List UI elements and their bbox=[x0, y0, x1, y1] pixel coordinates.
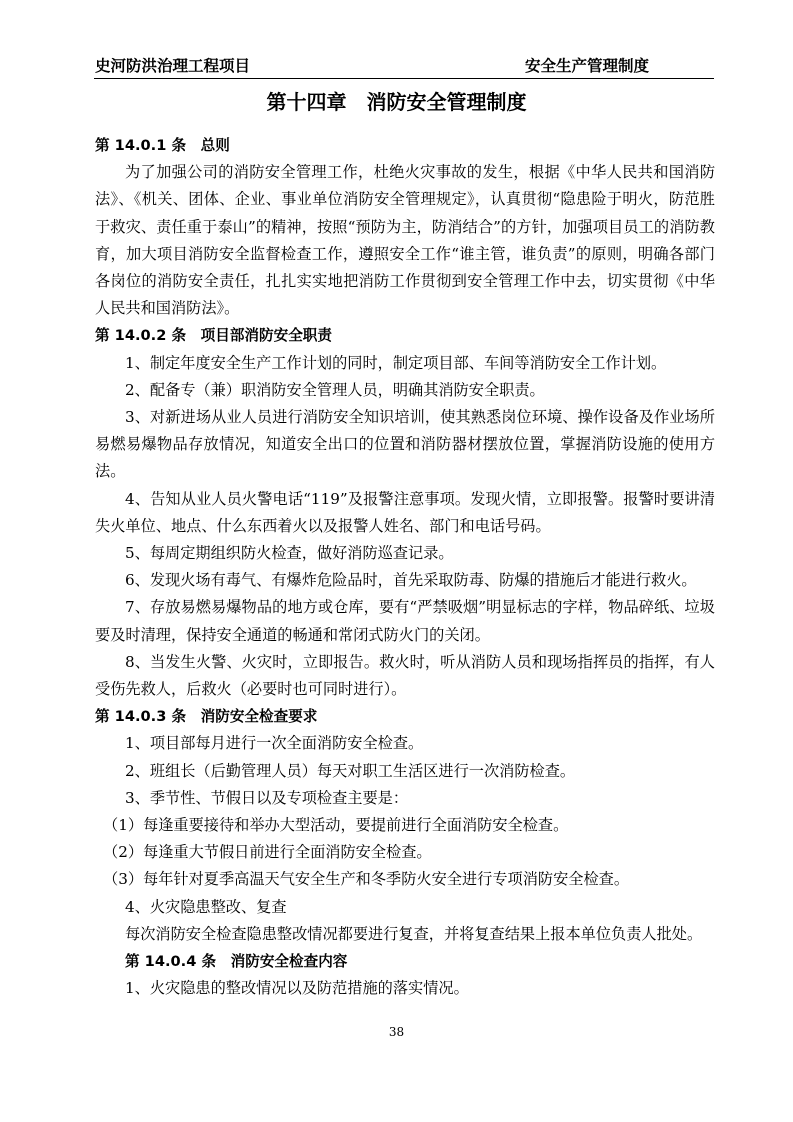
paragraph: 为了加强公司的消防安全管理工作，杜绝火灾事故的发生，根据《中华人民共和国消防法》、《机关、团体、企业、事业单位消防安全管理规定》，认真贯彻“隐患险于明火，防范胜于救灾、责任重于泰山”的精神，按照“预防为主，防消结合”的方针，加强项目员工的消防教育，加大项目消防安全监督检查工作，遵照安全工作“谁主管，谁负责”的原则，明确各部门各岗位的消防安全责任，扎扎实实地把消防工作贯彻到安全管理工作中去，切实贯彻《中华人民共和国消防法》。 bbox=[95, 163, 715, 318]
page-number: 38 bbox=[388, 1025, 405, 1039]
sub-item: （3）每年针对夏季高温天气安全生产和冬季防火安全进行专项消防安全检查。 bbox=[103, 870, 630, 889]
paragraph: 4、告知从业人员火警电话“119”及报警注意事项。发现火情，立即报警。报警时要讲清失火单位、地点、什么东西着火以及报警人姓名、部门和电话号码。 bbox=[95, 489, 715, 535]
paragraph: 2、配备专（兼）职消防安全管理人员，明确其消防安全职责。 bbox=[125, 380, 545, 399]
paragraph: 3、季节性、节假日以及专项检查主要是： bbox=[125, 788, 409, 807]
section-heading: 第 14.0.4 条 消防安全检查内容 bbox=[125, 953, 348, 971]
sub-item: （2）每逢重大节假日前进行全面消防安全检查。 bbox=[103, 843, 432, 862]
paragraph: 4、火灾隐患整改、复查 bbox=[125, 897, 287, 916]
paragraph: 每次消防安全检查隐患整改情况都要进行复查，并将复查结果上报本单位负责人批处。 bbox=[125, 924, 703, 943]
paragraph: 1、制定年度安全生产工作计划的同时，制定项目部、车间等消防安全工作计划。 bbox=[125, 353, 667, 372]
paragraph: 8、当发生火警、火灾时，立即报告。救火时，听从消防人员和现场指挥员的指挥，有人受伤先救人，后救火（必要时也可同时进行）。 bbox=[95, 652, 715, 699]
section-heading: 第 14.0.3 条 消防安全检查要求 bbox=[95, 708, 318, 726]
paragraph: 6、发现火场有毒气、有爆炸危险品时，首先采取防毒、防爆的措施后才能进行救火。 bbox=[125, 571, 697, 590]
paragraph: 3、对新进场从业人员进行消防安全知识培训，使其熟悉岗位环境、操作设备及作业场所易燃易爆物品存放情况，知道安全出口的位置和消防器材摆放位置，掌握消防设施的使用方法。 bbox=[95, 408, 715, 481]
paragraph: 1、项目部每月进行一次全面消防安全检查。 bbox=[125, 734, 424, 753]
document-body bbox=[95, 132, 715, 1003]
paragraph: 2、班组长（后勤管理人员）每天对职工生活区进行一次消防检查。 bbox=[125, 761, 576, 780]
header-rule bbox=[94, 78, 714, 79]
paragraph: 5、每周定期组织防火检查，做好消防巡查记录。 bbox=[125, 544, 454, 563]
paragraph: 7、存放易燃易爆物品的地方或仓库，要有“严禁吸烟”明显标志的字样，物品碎纸、垃圾要及时清理，保持安全通道的畅通和常闭式防火门的关闭。 bbox=[95, 598, 715, 644]
section-heading: 第 14.0.1 条 总则 bbox=[95, 137, 230, 154]
sub-item: （1）每逢重要接待和举办大型活动，要提前进行全面消防安全检查。 bbox=[103, 816, 569, 835]
chapter-title: 第十四章 消防安全管理制度 bbox=[266, 90, 527, 114]
header-project-name: 史河防洪治理工程项目 bbox=[95, 57, 251, 75]
section-heading: 第 14.0.2 条 项目部消防安全职责 bbox=[95, 327, 332, 345]
header-document-name: 安全生产管理制度 bbox=[525, 57, 650, 75]
paragraph: 1、火灾隐患的整改情况以及防范措施的落实情况。 bbox=[125, 979, 469, 998]
